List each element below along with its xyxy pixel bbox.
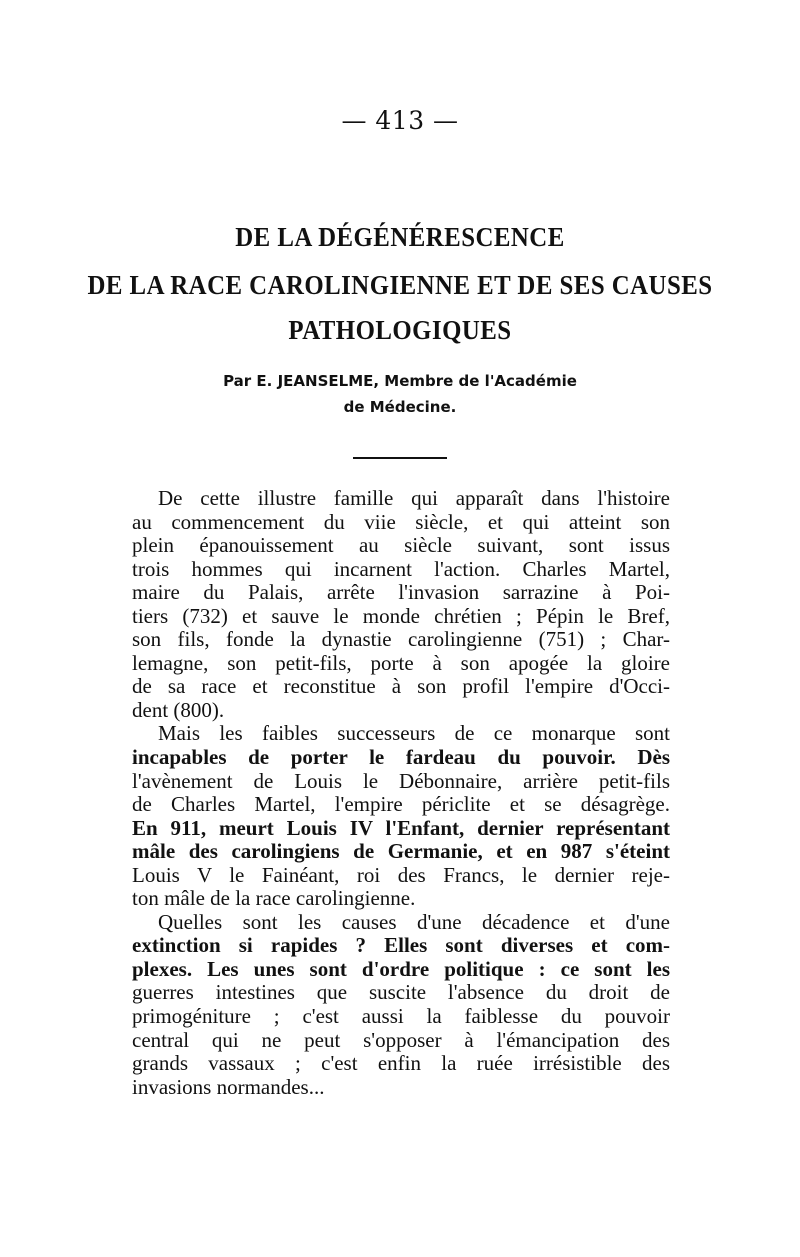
- body-line: invasions normandes...: [132, 1075, 325, 1099]
- body-line: l'avènement de Louis le Débonnaire, arrière petit-fils: [132, 769, 670, 793]
- body-line: de sa race et reconstitue à son profil l'empire d'Occi-: [132, 675, 670, 699]
- body-line: Mais les faibles successeurs de ce monarque sont: [158, 722, 670, 746]
- body-text: [132, 487, 670, 1099]
- page-number: — 413 —: [341, 106, 459, 135]
- body-line: central qui ne peut s'opposer à l'émancipation des: [132, 1028, 670, 1052]
- body-line: ton mâle de la race carolingienne.: [132, 887, 416, 911]
- body-line: primogéniture ; c'est aussi la faiblesse du pouvoir: [132, 1005, 670, 1029]
- separator-rule: [353, 457, 447, 459]
- body-line: En 911, meurt Louis IV l'Enfant, dernier représentant: [132, 816, 670, 840]
- author-line-1: Par E. JEANSELME, Membre de l'Académie: [223, 372, 577, 390]
- article-title-line-2: DE LA RACE CAROLINGIENNE ET DE SES CAUSES: [87, 270, 713, 300]
- body-line: incapables de porter le fardeau du pouvoir. Dès: [132, 746, 670, 770]
- body-line: au commencement du viie siècle, et qui atteint son: [132, 510, 670, 534]
- body-line: De cette illustre famille qui apparaît dans l'histoire: [158, 487, 670, 510]
- body-line: maire du Palais, arrête l'invasion sarrazine à Poi-: [132, 581, 670, 605]
- body-line: guerres intestines que suscite l'absence du droit de: [132, 981, 670, 1005]
- body-line: de Charles Martel, l'empire périclite et se désagrège.: [132, 793, 670, 817]
- body-line: mâle des carolingiens de Germanie, et en 987 s'éteint: [132, 840, 670, 864]
- body-line: plexes. Les unes sont d'ordre politique : ce sont les: [132, 957, 670, 981]
- body-line: lemagne, son petit-fils, porte à son apogée la gloire: [132, 651, 670, 675]
- body-line: son fils, fonde la dynastie carolingienne (751) ; Char-: [132, 628, 670, 652]
- body-line: dent (800).: [132, 698, 225, 722]
- body-line: tiers (732) et sauve le monde chrétien ; Pépin le Bref,: [132, 604, 670, 628]
- body-line: grands vassaux ; c'est enfin la ruée irrésistible des: [132, 1052, 670, 1076]
- author-line-2: de Médecine.: [343, 398, 457, 416]
- body-line: plein épanouissement au siècle suivant, sont issus: [132, 534, 670, 558]
- body-line: Louis V le Fainéant, roi des Francs, le dernier reje-: [132, 863, 670, 887]
- body-line: trois hommes qui incarnent l'action. Charles Martel,: [132, 557, 670, 581]
- body-line: extinction si rapides ? Elles sont diverses et com-: [132, 934, 670, 958]
- article-title-line-1: DE LA DÉGÉNÉRESCENCE: [235, 222, 565, 252]
- article-title-line-3: PATHOLOGIQUES: [288, 315, 512, 345]
- body-line: Quelles sont les causes d'une décadence et d'une: [158, 910, 670, 934]
